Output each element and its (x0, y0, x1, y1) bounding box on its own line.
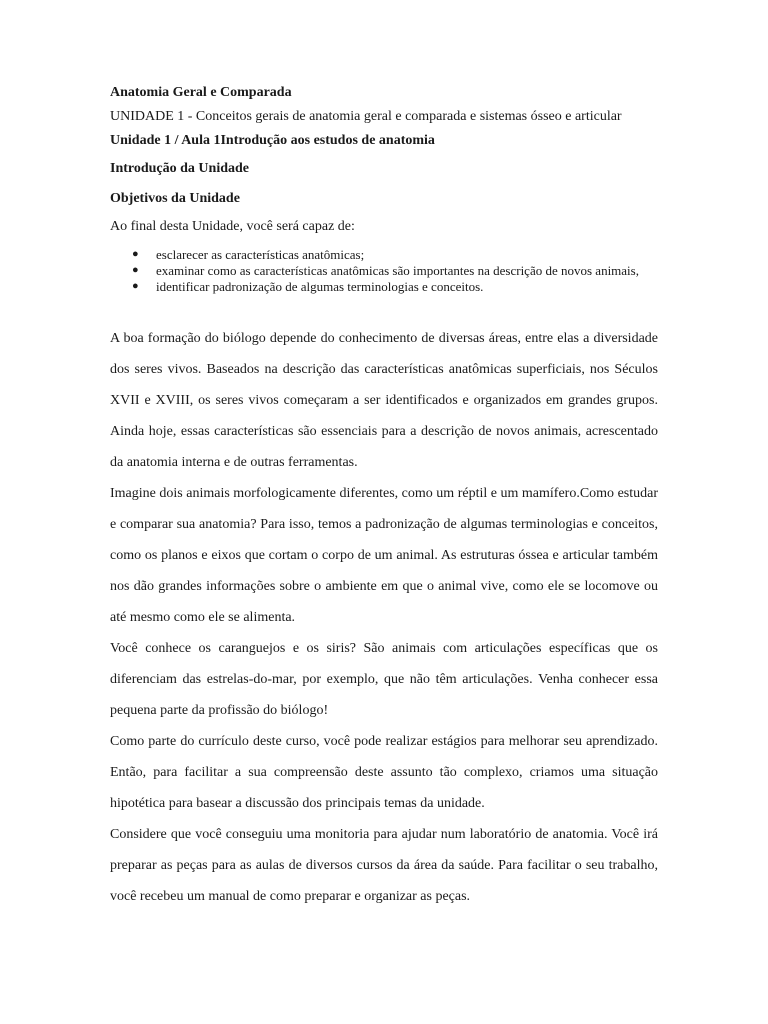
body-paragraph: Considere que você conseguiu uma monitoria para ajudar num laboratório de anatomia. Você irá preparar as peças para as aulas de diversos cursos da área da saúde. Para facilitar o seu trabalho, você recebeu um manual de como preparar e organizar as peças. (110, 827, 658, 904)
unit-heading: UNIDADE 1 - Conceitos gerais de anatomia geral e comparada e sistemas ósseo e articular (110, 109, 622, 124)
body-paragraph: Como parte do currículo deste curso, você pode realizar estágios para melhorar seu aprendizado. Então, para facilitar a sua compreensão deste assunto tão complexo, criamos uma situação hipotética para basear a discussão dos principais temas da unidade. (110, 734, 658, 811)
bullet-icon: ● (132, 264, 139, 276)
bullet-icon: ● (132, 248, 139, 260)
objectives-lead: Ao final desta Unidade, você será capaz de: (110, 219, 355, 234)
objective-text: examinar como as características anatômicas são importantes na descrição de novos animais, (156, 263, 639, 278)
objective-text: esclarecer as características anatômicas; (156, 247, 365, 262)
body-paragraph: Imagine dois animais morfologicamente diferentes, como um réptil e um mamífero.Como estudar e comparar sua anatomia? Para isso, temos a padronização de algumas terminologias e conceitos, como os planos e eixos que cortam o corpo de um animal. As estruturas óssea e articular também nos dão grandes informações sobre o ambiente em que o animal vive, como ele se locomove ou até mesmo como ele se alimenta. (110, 486, 658, 625)
objective-item (110, 264, 658, 277)
bullet-icon: ● (132, 280, 139, 292)
body-paragraph: A boa formação do biólogo depende do conhecimento de diversas áreas, entre elas a diversidade dos seres vivos. Baseados na descrição das características anatômicas superficiais, nos Séculos XVII e XVIII, os seres vivos começaram a ser identificados e organizados em grandes grupos. Ainda hoje, essas características são essenciais para a descrição de novos animais, acrescentado da anatomia interna e de outras ferramentas. (110, 331, 658, 470)
document-page (110, 84, 658, 912)
objective-item (110, 280, 658, 293)
objectives-list (110, 248, 658, 293)
body-paragraph: Você conhece os caranguejos e os siris? São animais com articulações específicas que os diferenciam das estrelas-do-mar, por exemplo, que não têm articulações. Venha conhecer essa pequena parte da profissão do biólogo! (110, 641, 658, 718)
intro-heading: Introdução da Unidade (110, 161, 250, 176)
objective-item (110, 248, 658, 261)
lesson-heading: Unidade 1 / Aula 1Introdução aos estudos de anatomia (110, 133, 435, 148)
objective-text: identificar padronização de algumas terminologias e conceitos. (156, 279, 484, 294)
objectives-heading: Objetivos da Unidade (110, 191, 240, 206)
document-title: Anatomia Geral e Comparada (110, 85, 292, 100)
